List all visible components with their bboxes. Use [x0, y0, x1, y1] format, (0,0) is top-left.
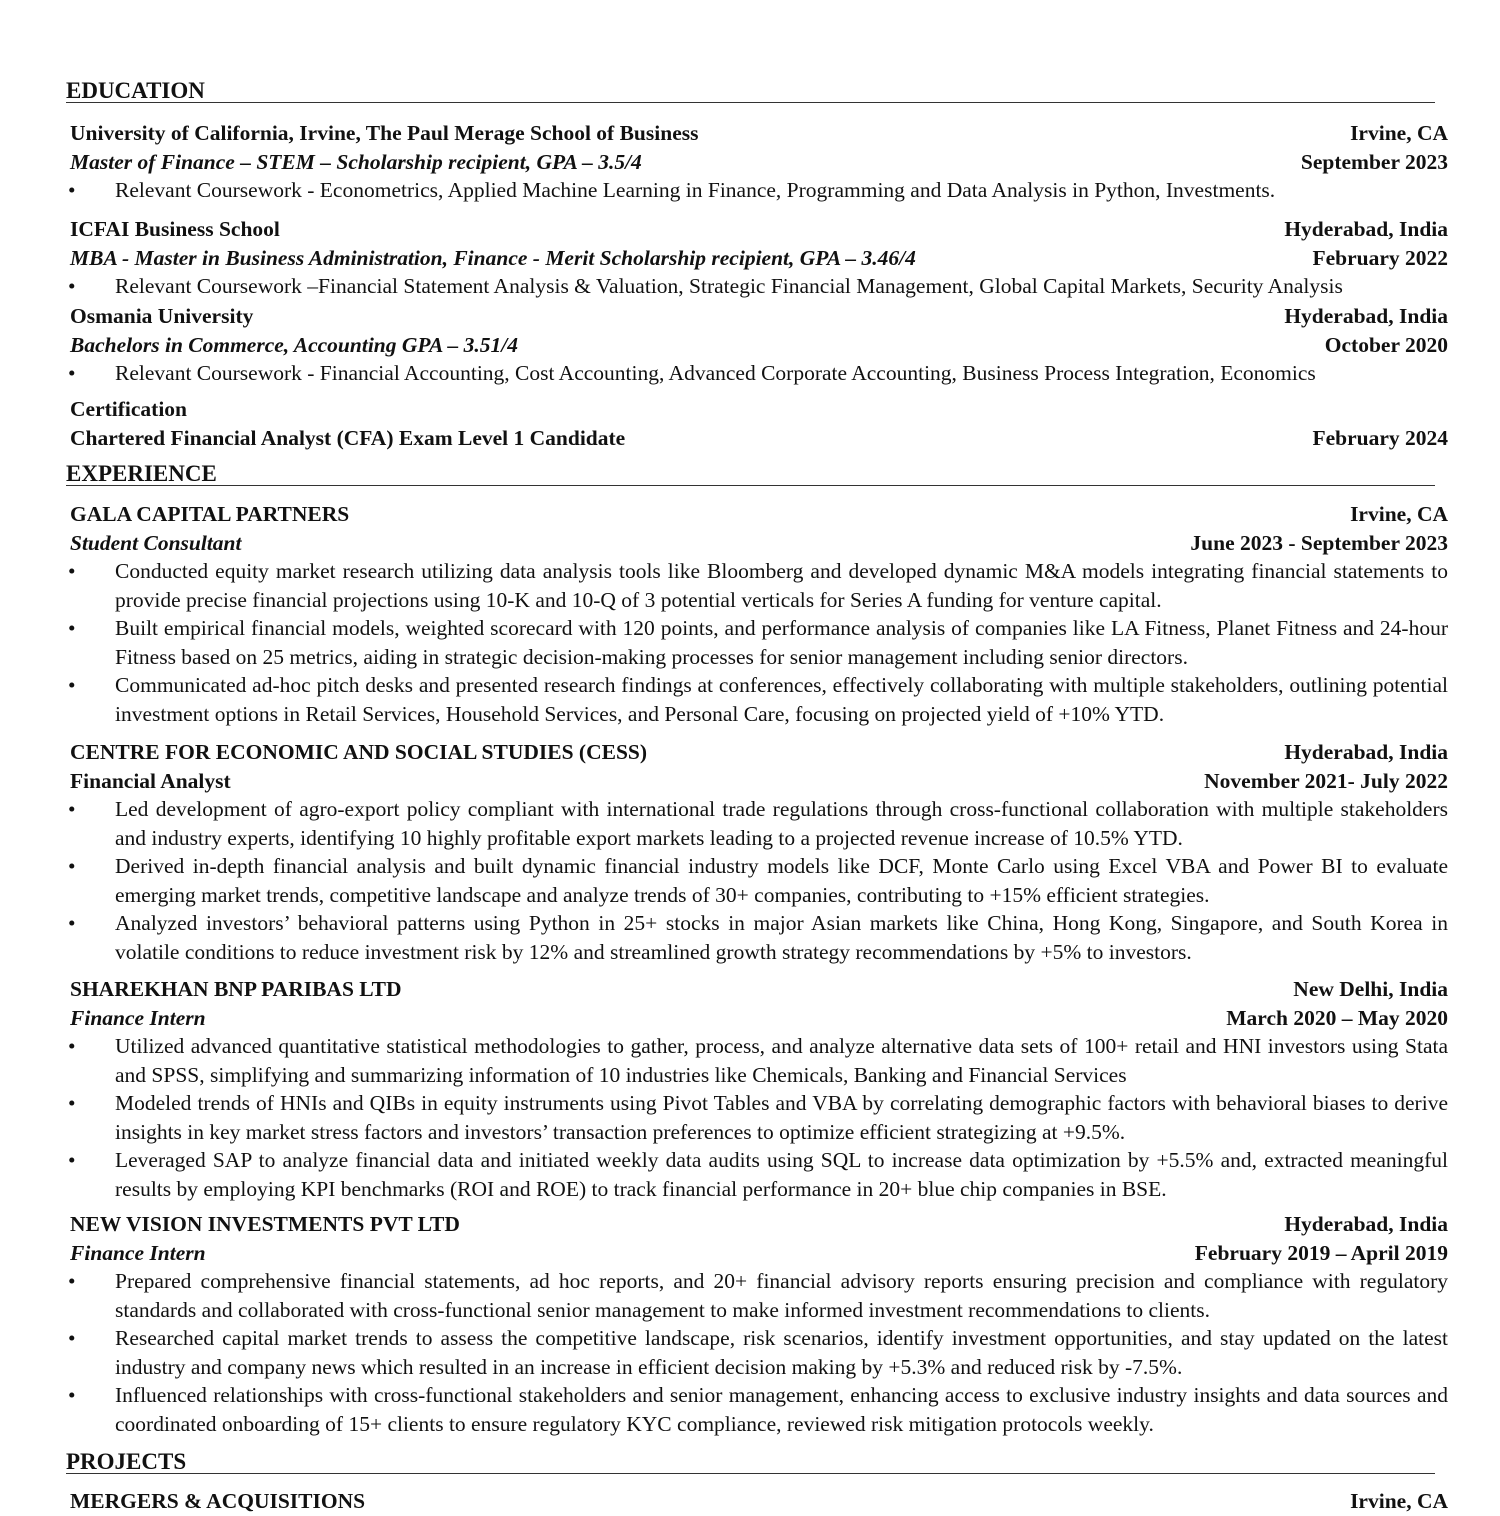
entry-row: [70, 215, 1448, 244]
bullet-text: Derived in-depth financial analysis and built dynamic financial industry models like DCF, Monte Carlo using Excel VBA and Power BI to evaluate emerging market trends, competitive landscape and analyze trends of 30+ companies, contributing to +15% efficient strategies.: [115, 854, 1448, 907]
experience-entry: [70, 738, 1448, 966]
bullet-list: [70, 176, 1448, 205]
entry-row: [70, 148, 1448, 177]
bullet-item: [70, 614, 1448, 671]
bullet-item: [70, 795, 1448, 852]
section-title: EXPERIENCE: [66, 461, 217, 486]
bullet-item: [70, 671, 1448, 728]
bullet-icon: •: [68, 854, 76, 878]
entry-row: [70, 1239, 1448, 1268]
bullet-icon: •: [68, 673, 76, 697]
section-title: EDUCATION: [66, 78, 205, 103]
entry-row: [70, 119, 1448, 148]
certification: [70, 395, 1448, 452]
date: November 2021- July 2022: [1204, 768, 1448, 793]
date: June 2023 - September 2023: [1190, 530, 1448, 555]
education-entry: [70, 215, 1448, 301]
bullet-icon: •: [68, 1326, 76, 1350]
school-name: University of California, Irvine, The Paul Merage School of Business: [70, 121, 699, 145]
bullet-item: [70, 557, 1448, 614]
entry-row: [70, 1004, 1448, 1033]
bullet-list: [70, 557, 1448, 728]
entry-row: [70, 331, 1448, 360]
bullet-icon: •: [68, 559, 76, 583]
school-name: Osmania University: [70, 304, 254, 328]
entry-row: [70, 1210, 1448, 1239]
bullet-item: [70, 1381, 1448, 1438]
bullet-text: Communicated ad-hoc pitch desks and presented research findings at conferences, effectively collaborating with multiple stakeholders, outlining potential investment options in Retail Services, Household Services, and Personal Care, focusing on projected yield of +10% YTD.: [115, 673, 1448, 726]
entry-row: [70, 244, 1448, 273]
bullet-icon: •: [68, 1148, 76, 1172]
bullet-icon: •: [68, 1383, 76, 1407]
bullet-item: [70, 272, 1448, 301]
school-name: ICFAI Business School: [70, 217, 280, 241]
entry-row: [70, 424, 1448, 453]
company-name: GALA CAPITAL PARTNERS: [70, 502, 350, 526]
bullet-text: Relevant Coursework –Financial Statement Analysis & Valuation, Strategic Financial Management, Global Capital Markets, Security Analysis: [115, 274, 1343, 298]
date: September 2023: [1300, 149, 1448, 174]
bullet-text: Researched capital market trends to assess the competitive landscape, risk scenarios, identify investment opportunities, and stay updated on the latest industry and company news which resulted in an increase in efficient decision making by +5.3% and reduced risk by -7.5%.: [115, 1326, 1448, 1379]
date: March 2020 – May 2020: [1226, 1005, 1448, 1030]
entry-row: [70, 529, 1448, 558]
section-title: PROJECTS: [66, 1449, 187, 1474]
bullet-text: Led development of agro-export policy compliant with international trade regulations through cross-functional collaboration with multiple stakeholders and industry experts, identifying 10 highly profitable export markets leading to a projected revenue increase of 10.5% YTD.: [115, 797, 1448, 850]
location: Hyderabad, India: [1284, 740, 1448, 764]
bullet-icon: •: [68, 361, 76, 385]
entry-row: [70, 738, 1448, 767]
education-entry: [70, 119, 1448, 205]
bullet-icon: •: [68, 1034, 76, 1058]
bullet-item: [70, 909, 1448, 966]
entry-row: [70, 302, 1448, 331]
location: Irvine, CA: [1350, 1489, 1448, 1513]
degree: MBA - Master in Business Administration, Finance - Merit Scholarship recipient, GPA – 3.46/4: [70, 245, 916, 270]
job-title: Finance Intern: [70, 1240, 206, 1265]
education-entry: [70, 302, 1448, 388]
location: Hyderabad, India: [1284, 1212, 1448, 1236]
entry-row: [70, 975, 1448, 1004]
bullet-item: [70, 1324, 1448, 1381]
company-name: CENTRE FOR ECONOMIC AND SOCIAL STUDIES (CESS): [70, 740, 648, 764]
bullet-item: [70, 852, 1448, 909]
project-name: MERGERS & ACQUISITIONS: [70, 1489, 366, 1513]
bullet-list: [70, 359, 1448, 388]
date: February 2022: [1312, 245, 1448, 270]
location: Hyderabad, India: [1284, 304, 1448, 328]
bullet-text: Conducted equity market research utilizing data analysis tools like Bloomberg and developed dynamic M&A models integrating financial statements to provide precise financial projections using 10-K and 10-Q of 3 potential verticals for Series A funding for venture capital.: [115, 559, 1448, 612]
bullet-item: [70, 1146, 1448, 1203]
company-name: SHAREKHAN BNP PARIBAS LTD: [70, 977, 402, 1001]
location: Irvine, CA: [1350, 502, 1448, 526]
job-title: Financial Analyst: [70, 768, 231, 793]
location: Hyderabad, India: [1284, 217, 1448, 241]
bullet-text: Analyzed investors’ behavioral patterns using Python in 25+ stocks in major Asian markets like China, Hong Kong, Singapore, and South Korea in volatile conditions to reduce investment risk by 12% and streamlined growth strategy recommendations by +5% to investors.: [115, 911, 1448, 964]
bullet-text: Influenced relationships with cross-functional stakeholders and senior management, enhancing access to exclusive industry insights and data sources and coordinated onboarding of 15+ clients to ensure regulatory KYC compliance, reviewed risk mitigation protocols weekly.: [115, 1383, 1448, 1436]
section-heading-experience: [66, 461, 1435, 486]
bullet-icon: •: [68, 178, 76, 202]
bullet-item: [70, 176, 1448, 205]
entry-row: [70, 1487, 1448, 1516]
bullet-item: [70, 1089, 1448, 1146]
certification-label: Certification: [70, 397, 188, 421]
bullet-text: Relevant Coursework - Financial Accounting, Cost Accounting, Advanced Corporate Accounting, Business Process Integration, Economics: [115, 361, 1316, 385]
section-heading-projects: [66, 1449, 1435, 1474]
entry-row: [70, 767, 1448, 796]
bullet-icon: •: [68, 797, 76, 821]
job-title: Finance Intern: [70, 1005, 206, 1030]
bullet-list: [70, 272, 1448, 301]
project-entry: [70, 1487, 1448, 1516]
bullet-list: [70, 1267, 1448, 1438]
bullet-item: [70, 359, 1448, 388]
bullet-text: Leveraged SAP to analyze financial data and initiated weekly data audits using SQL to increase data optimization by +5.5% and, extracted meaningful results by employing KPI benchmarks (ROI and ROE) to track financial performance in 20+ blue chip companies in BSE.: [115, 1148, 1448, 1201]
job-title: Student Consultant: [70, 530, 242, 555]
bullet-icon: •: [68, 616, 76, 640]
degree: Master of Finance – STEM – Scholarship recipient, GPA – 3.5/4: [70, 149, 642, 174]
degree: Bachelors in Commerce, Accounting GPA – 3.51/4: [70, 332, 518, 357]
entry-row: [70, 500, 1448, 529]
bullet-icon: •: [68, 911, 76, 935]
experience-entry: [70, 975, 1448, 1203]
date: February 2024: [1312, 425, 1448, 450]
bullet-text: Prepared comprehensive financial statements, ad hoc reports, and 20+ financial advisory reports ensuring precision and compliance with regulatory standards and collaborated with cross-functional senior management to make informed investment recommendations to clients.: [115, 1269, 1448, 1322]
bullet-item: [70, 1267, 1448, 1324]
date: October 2020: [1324, 332, 1448, 357]
bullet-item: [70, 1032, 1448, 1089]
bullet-text: Modeled trends of HNIs and QIBs in equity instruments using Pivot Tables and VBA by correlating demographic factors with behavioral biases to derive insights in key market stress factors and investors’ transaction preferences to optimize efficient strategizing at +9.5%.: [115, 1091, 1448, 1144]
location: Irvine, CA: [1350, 121, 1448, 145]
experience-entry: [70, 500, 1448, 728]
location: New Delhi, India: [1293, 977, 1448, 1001]
bullet-text: Utilized advanced quantitative statistical methodologies to gather, process, and analyze alternative data sets of 100+ retail and HNI investors using Stata and SPSS, simplifying and summarizing information of 10 industries like Chemicals, Banking and Financial Services: [115, 1034, 1448, 1087]
bullet-text: Relevant Coursework - Econometrics, Applied Machine Learning in Finance, Programming and Data Analysis in Python, Investments.: [115, 178, 1276, 202]
bullet-icon: •: [68, 1269, 76, 1293]
bullet-list: [70, 795, 1448, 966]
entry-row: [70, 395, 1448, 424]
company-name: NEW VISION INVESTMENTS PVT LTD: [70, 1212, 460, 1236]
bullet-icon: •: [68, 1091, 76, 1115]
date: February 2019 – April 2019: [1194, 1240, 1448, 1265]
bullet-icon: •: [68, 274, 76, 298]
experience-entry: [70, 1210, 1448, 1438]
bullet-list: [70, 1032, 1448, 1203]
certification-name: Chartered Financial Analyst (CFA) Exam Level 1 Candidate: [70, 425, 626, 450]
bullet-text: Built empirical financial models, weighted scorecard with 120 points, and performance analysis of companies like LA Fitness, Planet Fitness and 24-hour Fitness based on 25 metrics, aiding in strategic decision-making processes for senior management including senior directors.: [115, 616, 1448, 669]
section-heading-education: [66, 78, 1435, 103]
